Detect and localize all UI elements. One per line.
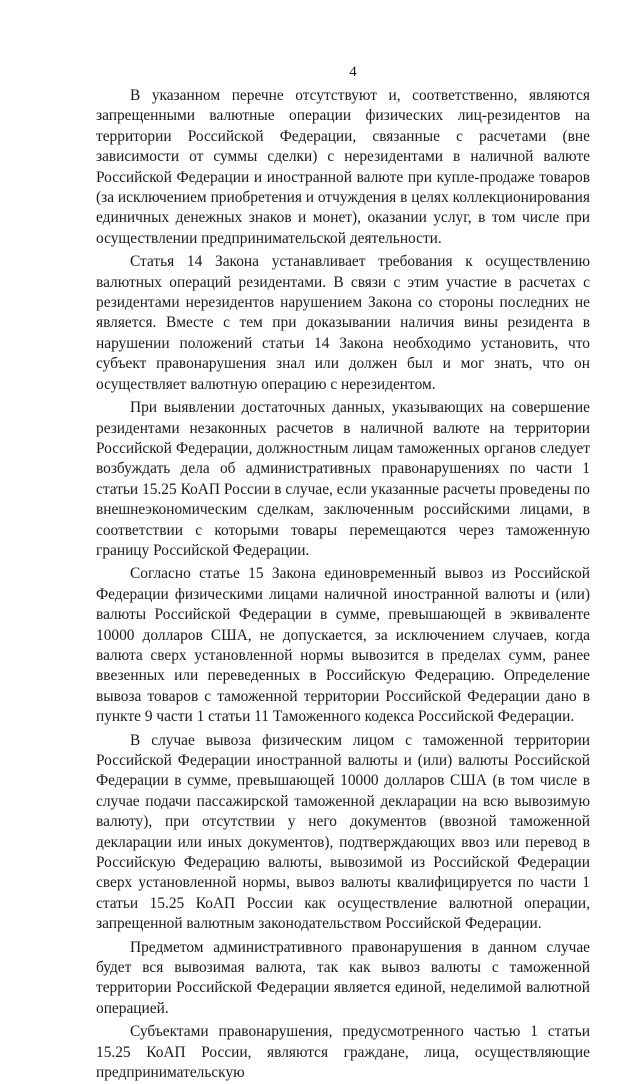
paragraph-illegal-settlements: При выявлении достаточных данных, указывающих на совершение резидентами незаконных расчетов в наличной валюте на территории Российской Федерации, должностным лицам таможенных органов следует возбуждать дела об административных правонарушениях по части 1 статьи 15.25 КоАП России в случае, если указанные расчеты проведены по внешнеэкономическим сделкам, заключенным российскими лицами, в соответствии с которыми товары перемещаются через таможенную границу Российской Федерации.: [96, 399, 590, 559]
paragraph-export-qualification: В случае вывоза физическим лицом с таможенной территории Российской Федерации иностранной валюты и (или) валюты Российской Федерации в сумме, превышающей 10000 долларов США (в том числе в случае подачи пассажирской таможенной декларации на всю вывозимую валюту), при отсутствии у него документов (ввозной таможенной декларации или иных документов), подтверждающих ввоз или перевод в Российскую Федерацию валюты, вывозимой из Российской Федерации сверх установленной нормы, вывоз валюты квалифицируется по части 1 статьи 15.25 КоАП России как осуществление валютной операции, запрещенной валютным законодательством Российской Федерации.: [96, 731, 590, 933]
document-page: [96, 62, 590, 1084]
paragraph-subjects-of-offense: Субъектами правонарушения, предусмотренного частью 1 статьи 15.25 КоАП России, являются граждане, лица, осуществляющие предпринимательскую: [96, 1023, 590, 1082]
paragraph-subject-of-offense: Предметом административного правонарушения в данном случае будет вся вывозимая валюта, так как вывоз валюты с таможенной территории Российской Федерации является единой, неделимой валютной операцией.: [96, 938, 590, 1017]
paragraph-article-15-export: Согласно статье 15 Закона единовременный вывоз из Российской Федерации физическими лицами наличной иностранной валюты и (или) валюты Российской Федерации в сумме, превышающей в эквиваленте 10000 долларов США, не допускается, за исключением случаев, когда валюта сверх установленной нормы вывозится в пределах сумм, ранее ввезенных или переведенных в Российскую Федерацию. Определение вывоза товаров с таможенной территории Российской Федерации дано в пункте 9 части 1 статьи 11 Таможенного кодекса Российской Федерации.: [96, 565, 590, 726]
paragraph-article-14: Статья 14 Закона устанавливает требования к осуществлению валютных операций резидентами. В связи с этим участие в расчетах с резидентами нерезидентов нарушением Закона со стороны последних не является. Вместе с тем при доказывании наличия вины резидента в нарушении положений статьи 14 Закона необходимо установить, что субъект правонарушения знал или должен был и мог знать, что он осуществляет валютную операцию с нерезидентом.: [96, 253, 590, 393]
paragraph-prohibited-operations: В указанном перечне отсутствуют и, соответственно, являются запрещенными валютные операции физических лиц-резидентов на территории Российской Федерации, связанные с расчетами (вне зависимости от суммы сделки) с нерезидентами в наличной валюте Российской Федерации и иностранной валюте при купле-продаже товаров (за исключением приобретения и отчуждения в целях коллекционирования единичных денежных знаков и монет), оказании услуг, в том числе при осуществлении предпринимательской деятельности.: [96, 87, 590, 247]
page-number: 4: [349, 64, 357, 80]
